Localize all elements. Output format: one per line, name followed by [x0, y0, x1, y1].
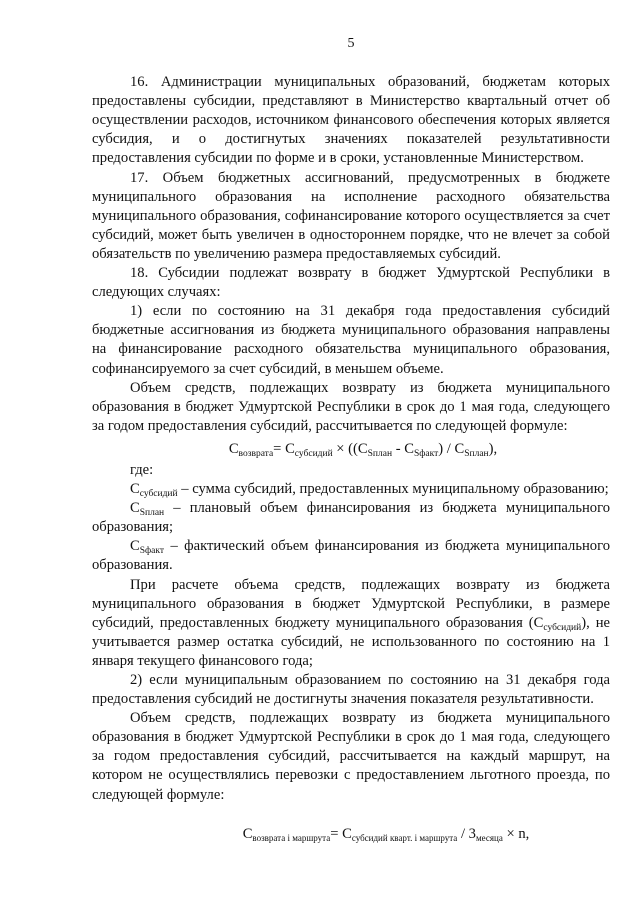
formula-operator: / 3	[457, 825, 476, 842]
paragraph-calculation-note	[92, 576, 610, 671]
formula-symbol: С	[228, 440, 239, 457]
paragraph-return-volume-2: Объем средств, подлежащих возврату из бюджета муниципального образования в бюджет Удмуртской Республики в срок до 1 мая года, следующего за годом предоставления субсидий, рассчитывается на каждый маршрут, на котором не осуществлялись перевозки с предоставлением льготного проезда, по следующей формуле:	[92, 710, 610, 803]
formula-symbol: С	[285, 440, 295, 457]
formula-subscript: возврата	[238, 448, 274, 459]
definition-symbol: С	[130, 538, 140, 555]
formula-subscript: субсидий кварт. i маршрута	[351, 832, 458, 843]
formula-symbol: С	[342, 825, 352, 842]
calculation-text-b: ), не учитывается размер остатка субсидий, не использованного по состоянию на 1 января текущего финансового года;	[92, 614, 610, 669]
formula-symbol: С	[404, 440, 414, 457]
calculation-text-a: При расчете объема средств, подлежащих возврату из бюджета муниципального образования в бюджет Удмуртской Республики, в размере субсидий, предоставленных бюджету муниципального образования (С	[92, 576, 610, 631]
paragraph-18: 18. Субсидии подлежат возврату в бюджет Удмуртской Республики в следующих случаях:	[92, 265, 610, 301]
definition-text: – плановый объем финансирования из бюджета муниципального образования;	[92, 500, 610, 536]
paragraph-18-item-1: 1) если по состоянию на 31 декабря года предоставления субсидий бюджетные ассигнования из бюджета муниципального образования направлены на финансирование расходного обязательства муниципального образования, софинансируемого за счет субсидий, в меньшем объеме.	[92, 303, 610, 377]
formula-return-amount	[92, 440, 610, 459]
page-number: 5	[347, 36, 355, 51]
calculation-subscript: субсидий	[543, 622, 582, 633]
formula-symbol: С	[242, 825, 253, 842]
formula-subscript: субсидий	[294, 448, 333, 459]
formula-subscript: возврата i маршрута	[252, 832, 331, 843]
definition-subscript: Sфакт	[139, 546, 165, 557]
formula-subscript: Sплан	[464, 448, 489, 459]
formula-route-return-amount	[92, 825, 610, 844]
document-page	[92, 34, 610, 844]
definition-subscript: Sплан	[139, 508, 165, 519]
paragraph-18-item-2: 2) если муниципальным образованием по состоянию на 31 декабря года предоставления субсидий не достигнуты значения показателя результативности.	[92, 672, 610, 708]
paragraph-return-volume-1: Объем средств, подлежащих возврату из бюджета муниципального образования в бюджет Удмуртской Республики в срок до 1 мая года, следующего за годом предоставления субсидий, рассчитывается по следующей формуле:	[92, 379, 610, 434]
definition-splan	[92, 499, 610, 537]
where-label: где:	[130, 461, 154, 478]
definition-text: – фактический объем финансирования из бюджета муниципального образования.	[92, 538, 610, 574]
definition-sfakt	[92, 537, 610, 575]
definition-symbol: С	[130, 500, 140, 517]
definition-text: – сумма субсидий, предоставленных муниципальному образованию;	[177, 481, 609, 498]
paragraph-16: 16. Администрации муниципальных образований, бюджетам которых предоставлены субсидии, представляют в Министерство квартальный отчет об осуществлении расходов, источником финансового обеспечения которых является субсидия, и о достигнутых значениях показателей результативности предоставления субсидии по форме и в сроки, установленные Министерством.	[92, 74, 610, 167]
formula-operator: -	[392, 440, 405, 457]
formula-subscript: Sплан	[367, 448, 393, 459]
formula-operator: ) /	[438, 440, 455, 457]
definition-subsidiy	[92, 480, 610, 499]
formula-operator: × n,	[502, 825, 530, 842]
formula-symbol: С	[454, 440, 465, 457]
formula-operator: × ((	[332, 440, 358, 457]
formula-symbol: С	[357, 440, 368, 457]
formula-operator: ),	[488, 440, 498, 457]
paragraph-17: 17. Объем бюджетных ассигнований, предусмотренных в бюджете муниципального образования на исполнение расходного обязательства муниципального образования, софинансирование которого осуществляется за счет субсидий, может быть увеличен в одностороннем порядке, что не влечет за собой обязательств по увеличению размера предоставляемых субсидий.	[92, 169, 610, 262]
formula-operator: =	[273, 440, 286, 457]
formula-subscript: Sфакт	[413, 448, 439, 459]
definition-symbol: С	[130, 481, 140, 498]
definition-subscript: субсидий	[139, 489, 178, 500]
formula-subscript: месяца	[475, 832, 503, 843]
formula-operator: =	[330, 825, 343, 842]
